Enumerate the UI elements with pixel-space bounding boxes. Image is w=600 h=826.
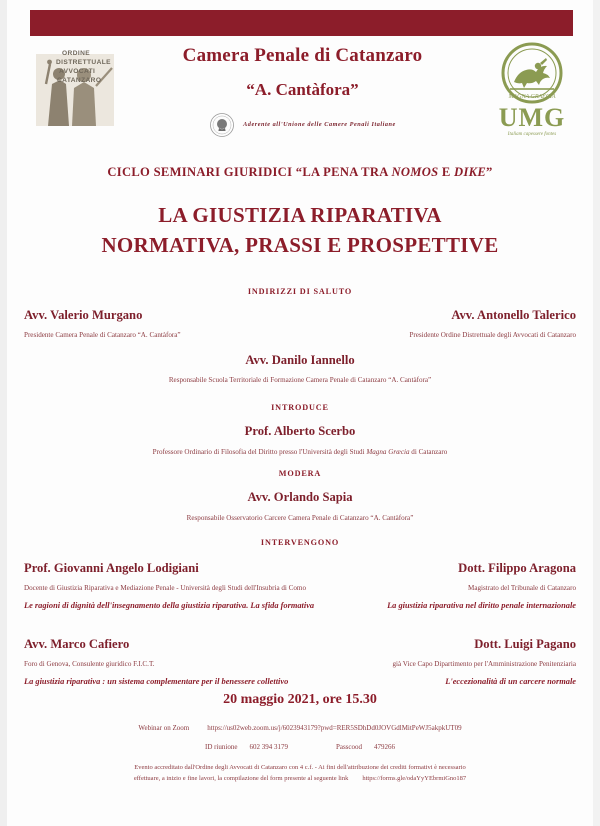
speaker-name: Avv. Danilo Iannello: [245, 353, 355, 367]
section-introduce: [0, 403, 600, 456]
role-emphasis: Magna Græcia: [366, 448, 410, 456]
modera-heading: MODERA: [278, 469, 322, 478]
saluto-row-2: [0, 353, 600, 384]
speaker-name: Dott. Luigi Pagano: [474, 637, 576, 651]
intervengono-row-2: [0, 637, 600, 686]
passcode-label: Passcood: [335, 743, 363, 751]
speaker-role: Responsabile Scuola Territoriale di Formazione Camera Penale di Catanzaro “A. Cantàfora”: [168, 376, 432, 384]
ciclo-suffix: ”: [486, 165, 493, 179]
speaker-card: [0, 561, 314, 610]
webinar-label: Webinar on Zoom: [138, 724, 190, 732]
speaker-talk-title: La giustizia riparativa nel diritto penale internazionale: [387, 601, 576, 610]
top-banner: [30, 10, 573, 36]
meeting-id-value: 602 394 3179: [249, 743, 288, 751]
speaker-card: [387, 561, 600, 610]
webinar-url[interactable]: https://us02web.zoom.us/j/6023943179?pwd=RER5SDhDd0JOVGdlMitPeWJ5akpkUT09: [207, 724, 462, 732]
ciclo-prefix: CICLO SEMINARI GIURIDICI “LA PENA TRA: [107, 165, 392, 179]
speaker-name: Avv. Valerio Murgano: [24, 308, 143, 322]
seminar-series-title: [0, 165, 600, 180]
saluto-heading: INDIRIZZI DI SALUTO: [247, 287, 353, 296]
main-title-line-1: LA GIUSTIZIA RIPARATIVA: [158, 203, 442, 227]
intervengono-row-1: [0, 561, 600, 610]
speaker-role: Magistrato del Tribunale di Catanzaro: [468, 584, 576, 592]
svg-text:CATANZARO: CATANZARO: [57, 77, 102, 84]
section-intervengono: [0, 538, 600, 686]
ciclo-dike: DIKE: [454, 165, 487, 179]
saluto-speaker-right: [409, 308, 600, 339]
ordine-avvocati-logo-icon: [26, 40, 126, 136]
svg-text:Italiam capessere fontes: Italiam capessere fontes: [507, 132, 557, 137]
note-line-2: effettuare, a inizio e fine lavori, la compilazione del form presente al seguente link: [133, 775, 349, 783]
section-modera: [0, 469, 600, 522]
speaker-name: Avv. Antonello Talerico: [451, 308, 576, 322]
webinar-line: [0, 724, 600, 732]
svg-text:UMG: UMG: [498, 103, 566, 132]
speaker-name: Prof. Giovanni Angelo Lodigiani: [24, 561, 199, 575]
svg-text:DISTRETTUALE: DISTRETTUALE: [56, 59, 111, 66]
speaker-role: Presidente Ordine Distrettuale degli Avvocati di Catanzaro: [409, 331, 576, 339]
meeting-id-label: ID riunione: [204, 743, 238, 751]
speaker-role: Foro di Genova, Consulente giuridico F.I.C.T.: [24, 660, 155, 668]
event-datetime: 20 maggio 2021, ore 15.30: [223, 692, 377, 707]
ciclo-mid: E: [438, 165, 455, 179]
adesione-line: [130, 112, 475, 138]
webinar-credentials: [0, 743, 600, 751]
speaker-name: Prof. Alberto Scerbo: [244, 424, 356, 438]
speaker-talk-title: Le ragioni di dignità dell'insegnamento della giustizia riparativa. La sfida formativa: [24, 601, 315, 610]
speaker-role: Responsabile Osservatorio Carcere Camera Penale di Catanzaro “A. Cantàfora”: [186, 514, 414, 522]
header-center-block: [130, 46, 475, 138]
intervengono-heading: INTERVENGONO: [260, 538, 340, 547]
saluto-speaker-left: [0, 308, 181, 339]
speaker-card: [0, 637, 288, 686]
ciclo-nomos: NOMOS: [391, 165, 439, 179]
svg-text:ORDINE: ORDINE: [62, 50, 91, 57]
speaker-role: Presidente Camera Penale di Catanzaro “A. Cantàfora”: [24, 331, 181, 339]
form-link[interactable]: https://forms.gle/odaYyYEbrmiGno187: [362, 775, 467, 783]
svg-text:MAGNA GRAECIA: MAGNA GRAECIA: [508, 94, 556, 100]
note-line-1: Evento accreditato dall'Ordine degli Avvocati di Catanzaro con 4 c.f. - Ai fini dell'attribuzione dei crediti formativi è necessario: [134, 764, 466, 771]
role-pre: Professore Ordinario di Filosofia del Diritto presso l'Università degli Studi: [152, 448, 367, 456]
speaker-talk-title: L'eccezionalità di un carcere normale: [445, 677, 576, 686]
svg-text:AVVOCATI: AVVOCATI: [59, 68, 96, 75]
speaker-role: Docente di Giustizia Riparativa e Mediazione Penale - Università degli Studi dell'Insubria di Como: [24, 584, 307, 592]
ucpi-seal-icon: [209, 112, 235, 138]
speaker-role: [0, 448, 600, 456]
speaker-card: [392, 637, 600, 686]
speaker-name: Dott. Filippo Aragona: [458, 561, 576, 575]
passcode-value: 479266: [374, 743, 396, 751]
speaker-name: Avv. Orlando Sapia: [247, 490, 353, 504]
speaker-name: Avv. Marco Cafiero: [24, 637, 130, 651]
speaker-role: già Vice Capo Dipartimento per l'Amministrazione Penitenziaria: [392, 660, 576, 668]
poster-header: [0, 38, 600, 143]
organization-title: Camera Penale di Catanzaro: [182, 45, 423, 66]
accreditation-note: [70, 762, 530, 785]
speaker-talk-title: La giustizia riparativa : un sistema complementare per il benessere collettivo: [24, 677, 289, 686]
introduce-heading: INTRODUCE: [271, 403, 329, 412]
organization-subtitle: “A. Cantàfora”: [246, 79, 359, 99]
section-saluto: [0, 287, 600, 384]
saluto-row-1: [0, 308, 600, 339]
umg-logo-icon: [484, 40, 580, 140]
page-title: [0, 200, 600, 261]
role-post: di Catanzaro: [409, 448, 448, 456]
main-title-line-2: NORMATIVA, PRASSI E PROSPETTIVE: [101, 233, 499, 258]
adesione-text: Aderente all'Unione delle Camere Penali Italiane: [243, 121, 396, 129]
